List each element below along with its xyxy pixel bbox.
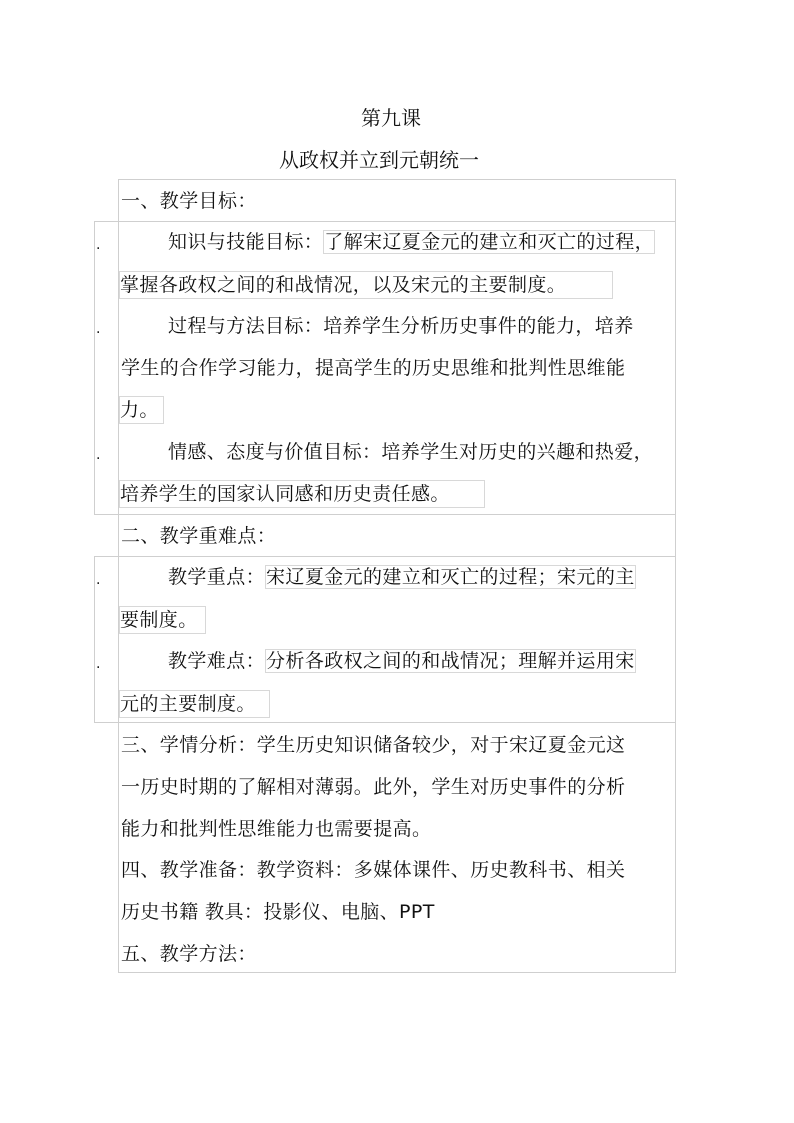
section-preparation-line2: 历史书籍 教具：投影仪、电脑、PPT xyxy=(121,901,435,923)
objective-text: 培养学生分析历史事件的能力，培养 xyxy=(323,315,634,337)
list-bullet: . xyxy=(96,656,101,672)
keypoint-text: 宋辽夏金元的建立和灭亡的过程；宋元的主 xyxy=(266,566,635,588)
objective-knowledge-line2: 掌握各政权之间的和战情况，以及宋元的主要制度。 xyxy=(119,271,613,299)
list-bullet: . xyxy=(96,237,101,253)
keypoint-difficulty-line2: 元的主要制度。 xyxy=(119,690,270,718)
objective-text: 了解宋辽夏金元的建立和灭亡的过程， xyxy=(324,231,655,253)
section-heading-objectives: 一、教学目标： xyxy=(121,190,257,212)
objective-process-line3: 力。 xyxy=(119,396,164,424)
keypoint-difficulty-line1 xyxy=(168,648,636,674)
section-heading-methods: 五、教学方法： xyxy=(121,943,257,965)
lesson-label: 第九课 xyxy=(361,106,421,130)
keypoint-text: 分析各政权之间的和战情况；理解并运用宋 xyxy=(266,650,635,672)
list-bullet: . xyxy=(96,572,101,588)
section-analysis-line3: 能力和批判性思维能力也需要提高。 xyxy=(121,818,432,840)
objective-attitude-line2: 培养学生的国家认同感和历史责任感。 xyxy=(119,480,485,508)
keypoint-focus-line1 xyxy=(168,564,636,590)
objective-process-line2: 学生的合作学习能力，提高学生的历史思维和批判性思维能 xyxy=(121,357,626,379)
list-bullet: . xyxy=(96,321,101,337)
keypoint-label: 教学难点： xyxy=(168,650,266,672)
section-heading-keypoints: 二、教学重难点： xyxy=(121,525,277,547)
keypoint-label: 教学重点： xyxy=(168,566,266,588)
keypoint-focus-line2: 要制度。 xyxy=(119,606,206,634)
objective-attitude-line1 xyxy=(168,439,653,465)
objective-label: 情感、态度与价值目标： xyxy=(168,441,382,463)
objective-label: 知识与技能目标： xyxy=(168,231,324,253)
objective-process-line1 xyxy=(168,313,634,339)
section-analysis-line2: 一历史时期的了解相对薄弱。此外，学生对历史事件的分析 xyxy=(121,776,626,798)
objective-text: 培养学生对历史的兴趣和热爱， xyxy=(381,441,654,463)
list-bullet: . xyxy=(96,447,101,463)
section-analysis-line1: 三、学情分析：学生历史知识储备较少，对于宋辽夏金元这 xyxy=(121,734,626,756)
objective-label: 过程与方法目标： xyxy=(168,315,324,337)
lesson-title: 从政权并立到元朝统一 xyxy=(279,148,479,172)
section-preparation-line1: 四、教学准备：教学资料：多媒体课件、历史教科书、相关 xyxy=(121,859,626,881)
objective-knowledge-line1 xyxy=(168,229,655,255)
